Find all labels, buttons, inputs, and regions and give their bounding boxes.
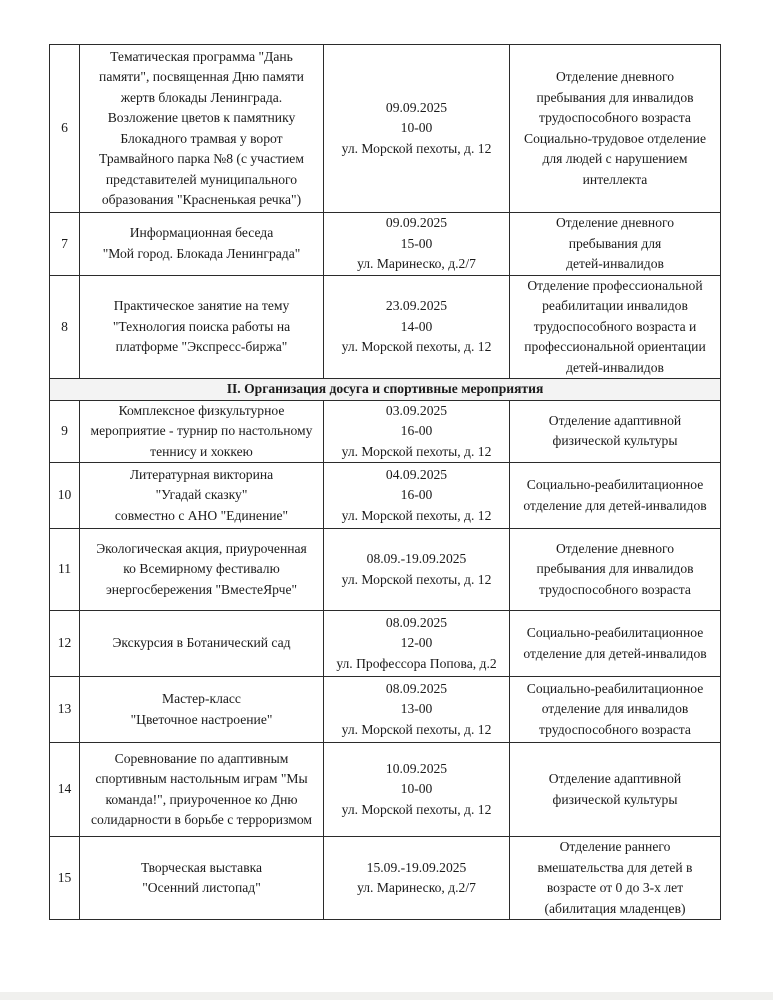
event-date-time-location-line: ул. Маринеско, д.2/7 xyxy=(357,880,476,895)
table-row xyxy=(50,837,721,920)
event-date-time-location-line: 09.09.2025 xyxy=(385,99,448,115)
responsible-department xyxy=(510,611,721,677)
table-row xyxy=(50,213,721,276)
event-date-time-location-line: 23.09.2025 xyxy=(385,298,448,313)
event-title-line: Литературная викторина xyxy=(129,466,274,482)
event-title xyxy=(80,743,324,837)
responsible-department xyxy=(510,400,721,463)
event-title-line: Мастер-класс xyxy=(162,691,241,706)
row-number: 12 xyxy=(50,611,80,677)
event-title-line: Возложение цветов к памятнику xyxy=(107,110,296,125)
responsible-department-line: отделение для детей-инвалидов xyxy=(523,497,707,513)
event-date-time-location xyxy=(324,743,510,837)
table-body-section-header xyxy=(50,379,721,401)
event-title-line: команда!", приуроченное ко Дню xyxy=(105,791,298,807)
responsible-department-line: Отделение адаптивной xyxy=(548,412,682,428)
event-title-line: совместно с АНО "Единение" xyxy=(114,507,289,523)
event-date-time-location-line: 03.09.2025 xyxy=(385,402,448,418)
event-date-time-location-line: 15.09.-19.09.2025 xyxy=(366,859,467,875)
table-body-section-i xyxy=(50,45,721,379)
table-row xyxy=(50,463,721,529)
event-date-time-location-line: ул. Морской пехоты, д. 12 xyxy=(341,507,492,523)
event-title-line: образования "Красненькая речка") xyxy=(101,192,302,207)
event-title xyxy=(80,275,324,379)
event-title-line: жертв блокады Ленинграда. xyxy=(120,89,283,105)
responsible-department-line: интеллекта xyxy=(582,171,648,187)
events-table xyxy=(49,44,721,920)
row-number: 15 xyxy=(50,837,80,920)
responsible-department-line: Социально-реабилитационное xyxy=(526,680,704,696)
responsible-department-line: Социально-реабилитационное xyxy=(526,477,704,492)
event-date-time-location-line: 10-00 xyxy=(400,120,433,136)
responsible-department xyxy=(510,275,721,379)
table-row xyxy=(50,275,721,379)
event-date-time-location-line: 04.09.2025 xyxy=(385,466,448,482)
event-date-time-location xyxy=(324,529,510,611)
table-row xyxy=(50,611,721,677)
event-title-line: Экологическая акция, приуроченная xyxy=(96,540,307,556)
event-title-line: солидарности в борьбе с терроризмом xyxy=(91,812,312,827)
responsible-department-line: профессиональной ориентации xyxy=(524,339,706,354)
responsible-department-line: пребывания для инвалидов xyxy=(536,89,694,105)
event-title-line: "Осенний листопад" xyxy=(142,880,261,895)
responsible-department-line: трудоспособного возраста xyxy=(539,581,691,597)
row-number: 10 xyxy=(50,463,80,529)
event-date-time-location-line: ул. Морской пехоты, д. 12 xyxy=(341,571,492,587)
event-date-time-location xyxy=(324,463,510,529)
responsible-department-line: возрасте от 0 до 3-х лет xyxy=(546,880,684,895)
event-title-line: спортивным настольным играм "Мы xyxy=(95,771,308,786)
responsible-department-line: отделение для детей-инвалидов xyxy=(523,645,707,661)
responsible-department-line: Социально-реабилитационное xyxy=(526,625,704,640)
responsible-department-line: пребывания для xyxy=(568,235,662,251)
event-title xyxy=(80,529,324,611)
responsible-department-line: Социально-трудовое отделение xyxy=(524,130,706,146)
responsible-department-line: Отделение дневного xyxy=(555,215,675,230)
table-row xyxy=(50,677,721,743)
responsible-department xyxy=(510,213,721,276)
responsible-department-line: физической культуры xyxy=(552,433,678,449)
event-title-line: Информационная беседа xyxy=(129,225,274,241)
table-row xyxy=(50,529,721,611)
event-date-time-location-line: 08.09.2025 xyxy=(385,680,448,696)
row-number: 7 xyxy=(50,213,80,276)
event-date-time-location-line: ул. Морской пехоты, д. 12 xyxy=(341,339,492,354)
responsible-department-line: трудоспособного возраста xyxy=(539,721,691,737)
event-date-time-location xyxy=(324,677,510,743)
event-title-line: "Мой город. Блокада Ленинграда" xyxy=(102,245,301,261)
responsible-department xyxy=(510,677,721,743)
event-title xyxy=(80,611,324,677)
event-date-time-location xyxy=(324,837,510,920)
event-date-time-location-line: 10-00 xyxy=(400,781,433,797)
event-title-line: Экскурсия в Ботанический сад xyxy=(112,635,291,651)
event-title-line: памяти", посвященная Дню памяти xyxy=(99,69,304,84)
responsible-department-line: пребывания для инвалидов xyxy=(536,561,694,577)
event-date-time-location-line: 09.09.2025 xyxy=(385,215,448,230)
event-date-time-location xyxy=(324,45,510,213)
event-title-line: мероприятие - турнир по настольному xyxy=(90,423,313,438)
responsible-department-line: реабилитации инвалидов xyxy=(542,298,688,313)
responsible-department-line: Отделение раннего xyxy=(559,839,671,854)
event-title-line: "Технология поиска работы на xyxy=(112,318,291,334)
event-title-line: ко Всемирному фестивалю xyxy=(123,561,280,577)
section-ii-title: II. Организация досуга и спортивные мероприятия xyxy=(50,379,721,401)
event-title-line: представителей муниципального xyxy=(105,171,298,187)
event-date-time-location-line: 12-00 xyxy=(400,635,433,651)
responsible-department-line: Отделение дневного xyxy=(555,540,675,556)
event-title-line: "Цветочное настроение" xyxy=(130,711,273,727)
event-title-line: Трамвайного парка №8 (с участием xyxy=(99,151,304,166)
responsible-department-line: отделение для инвалидов xyxy=(541,701,689,717)
event-title-line: Тематическая программа "Дань xyxy=(110,48,293,64)
event-date-time-location-line: ул. Морской пехоты, д. 12 xyxy=(341,140,492,156)
event-title-line: "Угадай сказку" xyxy=(155,487,248,503)
row-number: 6 xyxy=(50,45,80,213)
responsible-department xyxy=(510,45,721,213)
table-row xyxy=(50,743,721,837)
event-title-line: теннису и хоккею xyxy=(150,443,253,459)
row-number: 13 xyxy=(50,677,80,743)
event-title xyxy=(80,213,324,276)
responsible-department xyxy=(510,463,721,529)
table-body-section-ii xyxy=(50,400,721,920)
row-number: 14 xyxy=(50,743,80,837)
event-title xyxy=(80,45,324,213)
responsible-department-line: Отделение адаптивной xyxy=(548,771,682,786)
event-title-line: Практическое занятие на тему xyxy=(113,298,290,313)
responsible-department xyxy=(510,529,721,611)
responsible-department-line: Отделение профессиональной xyxy=(527,277,703,293)
event-date-time-location-line: ул. Морской пехоты, д. 12 xyxy=(341,443,492,459)
event-date-time-location-line: 08.09.-19.09.2025 xyxy=(366,551,467,566)
event-title-line: Блокадного трамвая у ворот xyxy=(120,130,283,146)
event-date-time-location-line: 13-00 xyxy=(400,701,433,717)
event-date-time-location-line: 10.09.2025 xyxy=(385,760,448,776)
row-number: 8 xyxy=(50,275,80,379)
responsible-department-line: детей-инвалидов xyxy=(566,256,664,271)
event-title xyxy=(80,400,324,463)
responsible-department xyxy=(510,743,721,837)
responsible-department-line: трудоспособного возраста xyxy=(539,110,691,125)
event-date-time-location-line: ул. Морской пехоты, д. 12 xyxy=(341,721,492,737)
event-date-time-location-line: 16-00 xyxy=(400,487,433,503)
responsible-department-line: физической культуры xyxy=(552,791,678,807)
event-date-time-location-line: ул. Маринеско, д.2/7 xyxy=(357,256,476,271)
event-title-line: Творческая выставка xyxy=(140,859,263,875)
page-bottom-edge xyxy=(0,992,773,1000)
event-title xyxy=(80,837,324,920)
event-title xyxy=(80,677,324,743)
event-title-line: энергосбережения "ВместеЯрче" xyxy=(105,581,298,597)
event-date-time-location xyxy=(324,213,510,276)
responsible-department-line: вмешательства для детей в xyxy=(537,859,693,875)
event-date-time-location xyxy=(324,400,510,463)
row-number: 9 xyxy=(50,400,80,463)
event-title xyxy=(80,463,324,529)
event-title-line: Соревнование по адаптивным xyxy=(114,750,289,766)
event-date-time-location-line: 16-00 xyxy=(400,423,433,438)
row-number: 11 xyxy=(50,529,80,611)
event-date-time-location xyxy=(324,611,510,677)
responsible-department-line: трудоспособного возраста и xyxy=(533,318,697,334)
event-date-time-location-line: ул. Профессора Попова, д.2 xyxy=(336,655,497,671)
event-date-time-location-line: ул. Морской пехоты, д. 12 xyxy=(341,801,492,817)
event-date-time-location xyxy=(324,275,510,379)
event-date-time-location-line: 14-00 xyxy=(400,318,433,334)
event-date-time-location-line: 15-00 xyxy=(400,235,433,251)
event-date-time-location-line: 08.09.2025 xyxy=(385,614,448,630)
table-row xyxy=(50,45,721,213)
responsible-department xyxy=(510,837,721,920)
event-title-line: Комплексное физкультурное xyxy=(118,402,285,418)
event-title-line: платформе "Экспресс-биржа" xyxy=(115,339,288,354)
responsible-department-line: детей-инвалидов xyxy=(566,359,664,375)
responsible-department-line: Отделение дневного xyxy=(555,69,675,84)
responsible-department-line: для людей с нарушением xyxy=(542,151,688,166)
section-header-row xyxy=(50,379,721,401)
responsible-department-line: (абилитация младенцев) xyxy=(544,900,686,916)
table-row xyxy=(50,400,721,463)
